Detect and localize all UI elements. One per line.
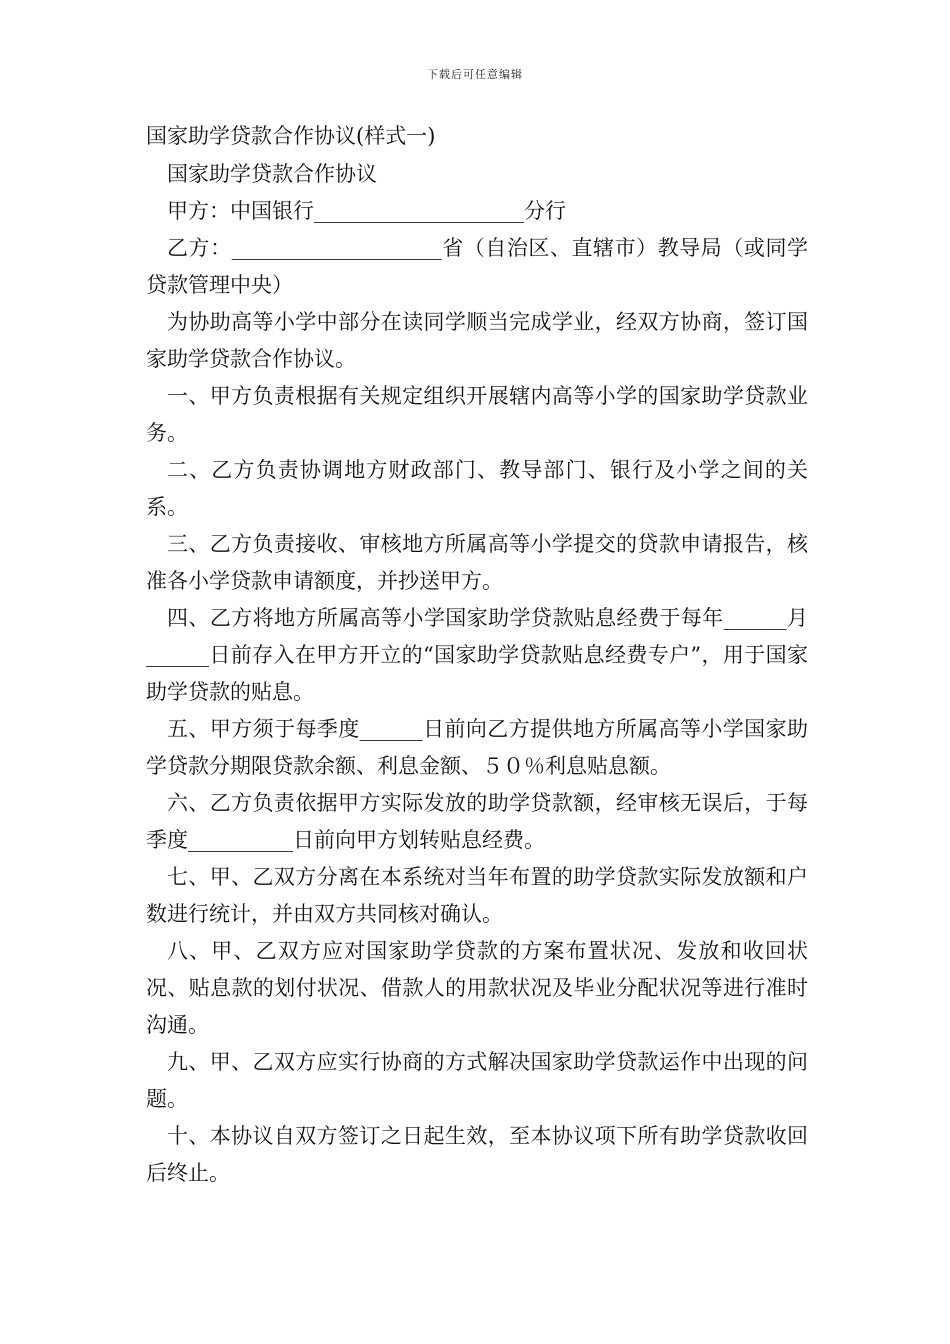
clause-8: 八、甲、乙双方应对国家助学贷款的方案布置状况、发放和收回状况、贴息款的划付状况、借款人的用款状况及毕业分配状况等进行准时沟通。 [146,939,808,1037]
agreement-heading: 国家助学贷款合作协议 [167,162,377,186]
clause-3: 三、乙方负责接收、审核地方所属高等小学提交的贷款申请报告，核准各小学贷款申请额度，并抄送甲方。 [146,532,808,593]
clause-10: 十、本协议自双方签订之日起生效，至本协议项下所有助学贷款收回后终止。 [146,1124,808,1185]
party-a-line: 甲方：中国银行____________________分行 [167,199,566,223]
document-title: 国家助学贷款合作协议(样式一) [146,124,436,148]
clause-7: 七、甲、乙双方分离在本系统对当年布置的助学贷款实际发放额和户数进行统计，并由双方共同核对确认。 [146,865,808,926]
clause-4: 四、乙方将地方所属高等小学国家助学贷款贴息经费于每年______月______日前存入在甲方开立的“国家助学贷款贴息经费专户”，用于国家助学贷款的贴息。 [146,606,808,704]
document-body [146,118,808,1192]
clause-9: 九、甲、乙双方应实行协商的方式解决国家助学贷款运作中出现的问题。 [146,1050,808,1111]
party-b-line: 乙方：____________________省（自治区、直辖市）教导局（或同学贷款管理中央） [146,236,808,297]
clause-6: 六、乙方负责依据甲方实际发放的助学贷款额，经审核无误后，于每季度__________日前向甲方划转贴息经费。 [146,791,808,852]
clause-1: 一、甲方负责根据有关规定组织开展辖内高等小学的国家助学贷款业务。 [146,384,808,445]
page-header-note: 下载后可任意编辑 [427,68,523,81]
clause-5: 五、甲方须于每季度______日前向乙方提供地方所属高等小学国家助学贷款分期限贷款余额、利息金额、５０％利息贴息额。 [146,717,808,778]
preamble-paragraph: 为协助高等小学中部分在读同学顺当完成学业，经双方协商，签订国家助学贷款合作协议。 [146,310,808,371]
clause-2: 二、乙方负责协调地方财政部门、教导部门、银行及小学之间的关系。 [146,458,808,519]
